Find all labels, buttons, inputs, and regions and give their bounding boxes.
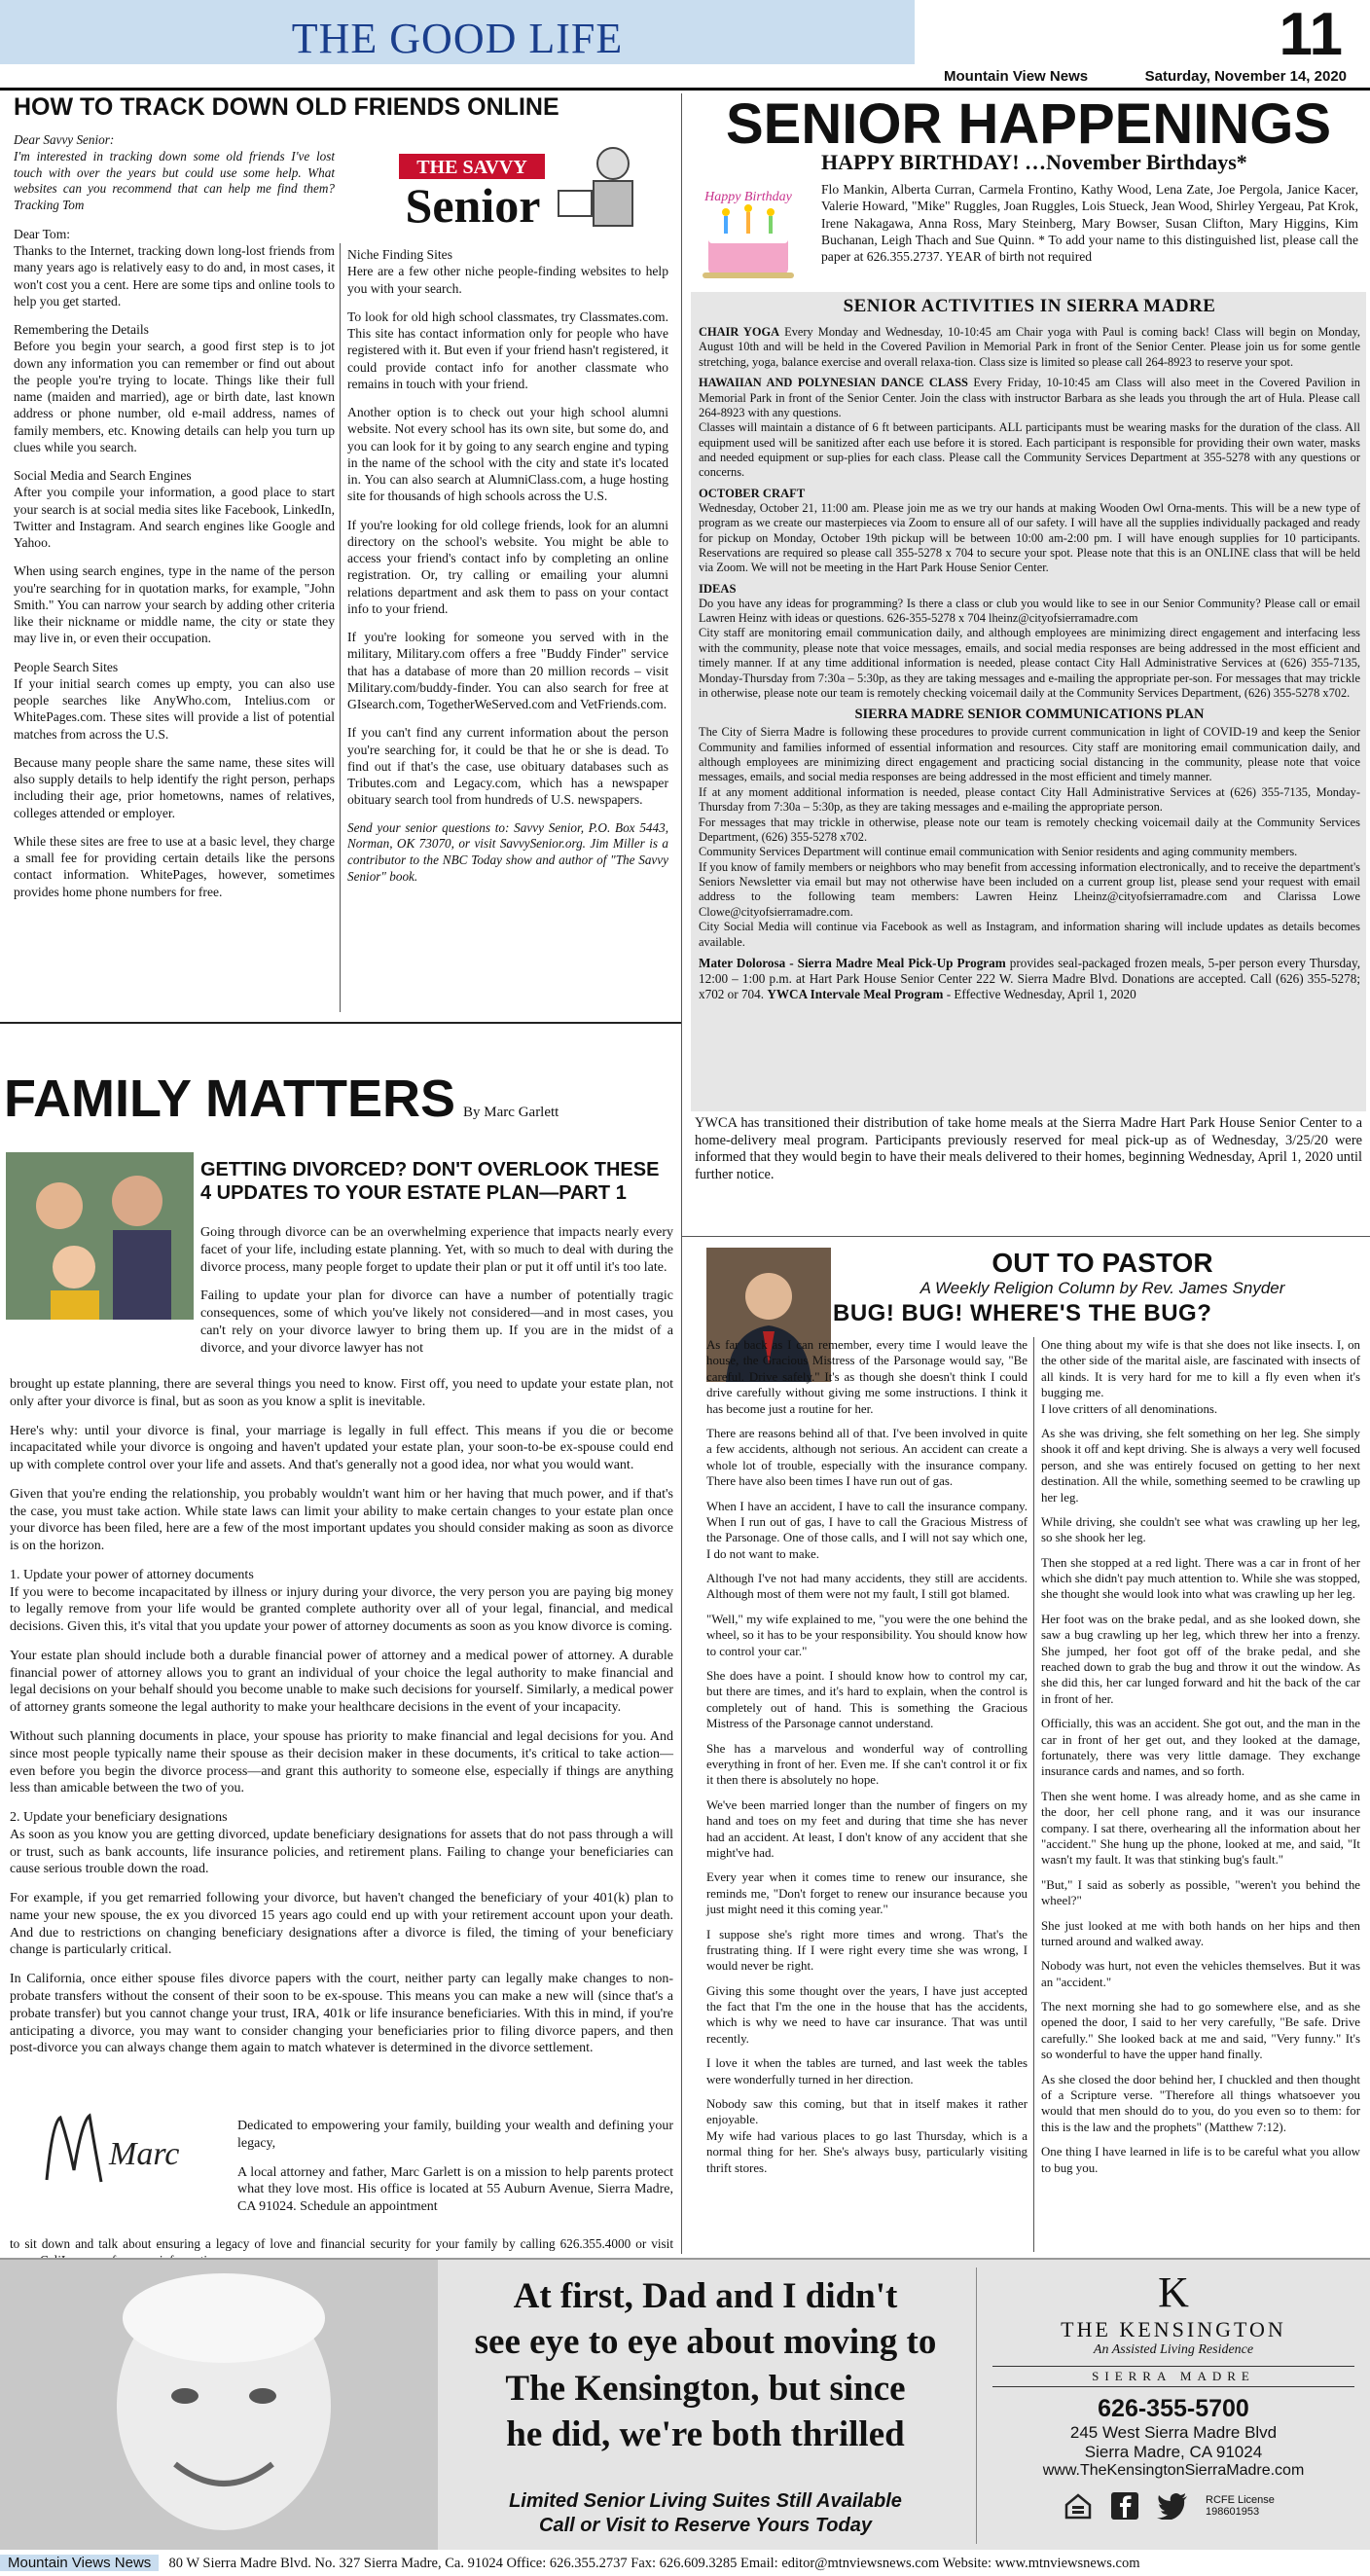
paragraph: 2. Update your beneficiary designations As soon as you know you are getting divorced, update beneficiary designations for assets that do not pass through a will or trust, such as bank accounts, life insurance policies, and retirement plans. Failing to change your beneficiaries can cause serious trouble down the road. [10,1810,673,1877]
ywca-label: YWCA Intervale Meal Program [767,987,944,1002]
paragraph: Another option is to check out your high school alumni website. Not every school has its own site, but some do, and you can look for it by going to any search engine and typing in the name of the school with the city and state it's located in. You can also search at AlumniClass.com, a huge hosting site for thousands of high schools across the U.S. [347,405,668,504]
pastor-col-1 [706,1337,1028,2185]
paragraph: I love it when the tables are turned, and last week the tables were wonderfully turned in her direction. [706,2056,1028,2086]
photo-face-3 [53,1246,95,1288]
meal-programs [699,956,1360,1002]
paragraph: To look for old high school classmates, try Classmates.com. This site has contact information only for people who have registered with it. But even if your friend hasn't registered, it could provide contact info for another classmate who remains in touch with your friend. [347,308,668,391]
paper-name: Mountain View News [944,68,1089,85]
paragraph: As she closed the door behind her, I chuckled and then thought of a Scripture verse. "Therefore all things whatsoever you would that men should do to you, do you even so to them: for this is the law and the prophets" (Matthew 7:12). [1041,2072,1360,2134]
candle-3 [769,216,773,234]
savvy-senior-logo [366,134,658,232]
pastor-title: OUT TO PASTOR [991,1248,1213,1278]
hawaiian-text: Every Friday, 10-10:45 am Class will also meet in the Covered Pavilion in Memorial Park in front of the Senior Center. Join the class with instructor Barbara as she leads you through the art of Hula. Please call 264-8923 with any questions. Classes will maintain a distance of 6 ft between participants. ALL participants must be wearing masks for the duration of the class. All equipment used will be sanitized after each use before it is stored. Each participant is responsible for providing their own water, masks and needed equipment or sup-plies for each class. Please call the Community Services Department at 355-5278 with any questions or concerns. [699,376,1360,480]
signature-art [39,2102,214,2190]
birthday-title: HAPPY BIRTHDAY! …November Birthdays* [821,150,1247,174]
family-photo [6,1152,194,1320]
pastor-subtitle: A Weekly Religion Column by Rev. James Snyder [919,1279,1285,1297]
family-intro-body [200,1224,673,1357]
ad-tagline [443,2489,968,2538]
family-matters-header [4,1069,675,1129]
ad-divider [976,2268,977,2544]
paragraph: Here's why: until your divorce is final, your marriage is legally in full effect. This means if you die or become incapacitated while your divorce is ongoing and haven't updated your estate plan, your soon-to-be ex-spouse could end up with complete control over your life and assets. And that's generally not a good idea, nor what you would want. [10,1423,673,1473]
signature-text: Marc [109,2136,180,2172]
savvy-headline: HOW TO TRACK DOWN OLD FRIENDS ONLINE [14,93,559,121]
logo-line2: Senior [405,178,541,232]
kensington-ad [0,2258,1370,2550]
savvy-bottom-rule [0,1022,681,1024]
pastor-col1-body [706,1337,1028,2176]
ad-tagline-line: Call or Visit to Reserve Yours Today [539,2515,872,2536]
footer-address: 80 W Sierra Madre Blvd. No. 327 Sierra Madre, Ca. 91024 Office: 626.355.2737 Fax: 626.609.3285 Email: editor@mtnviewsnews.com Website: www.mtnviewsnews.com [168,2556,1140,2571]
flame-1 [722,208,730,216]
paragraph: "Well," my wife explained to me, "you were the one behind the wheel, so it has to be your responsibility. You should know how to control your car." [706,1612,1028,1658]
chair-yoga [699,325,1360,370]
mascot-laptop-icon [559,191,592,216]
family-photo-art [6,1152,194,1320]
ad-headline-line: At first, Dad and I didn't [513,2276,898,2316]
paragraph: Going through divorce can be an overwhelming experience that impacts nearly every facet of your life, including estate planning. Yet, with so much to deal with during the divorce process, many people forget to update their plan or put it off until it's too late. [200,1225,673,1275]
savvy-closing: Send your senior questions to: Savvy Senior, P.O. Box 5443, Norman, OK 73070, or visit SavvySenior.org. Jim Miller is a contributor to the NBC Today show and author of "The Savvy Senior" book. [347,819,668,884]
ad-photo-eye-1 [171,2388,198,2404]
ad-tagline-lines [443,2489,968,2538]
paragraph: Given that you're ending the relationship, you probably wouldn't want him or her having that much power, and if that's the case, you must take action. While state laws can limit your ability to make certain changes to your estate plan once your divorce has been filed, here are a few of the most important updates you should consider making as soon as divorce is on the horizon. [10,1486,673,1554]
equal-housing-icon [1064,2491,1093,2521]
paragraph: Failing to update your plan for divorce can have a number of potentially tragic consequences, some of which you've likely not considered—and in most cases, you can't rely on your divorce lawyer to bring them up. If you are in the midst of a divorce, and your divorce lawyer has not [200,1288,673,1356]
family-body [10,1376,673,2069]
family-title: FAMILY MATTERS [4,1070,456,1128]
birthday-names: Flo Mankin, Alberta Curran, Carmela Frontino, Kathy Wood, Lena Zate, Joe Pergola, Janice Kacer, Valerie Howard, "Mike" Ruggles, Joan Ruggles, Lois Stueck, Jean Wood, Shirley Yergeau, Pat Krok, Irene Nakagawa, Anna Ross, Mary Steinberg, Mary Bowser, Susan Clifton, Mary Higgins, Kim Buchanan, Leigh Thach and Sue Quinn. * To add your name to this distinguished list, please call the paper at 626.355.2737. YEAR of birth not required [821,182,1358,264]
paragraph: Niche Finding Sites Here are a few other niche people-finding websites to help you with your search. [347,247,668,296]
paragraph: People Search Sites If your initial search comes up empty, you can also use people searches like AnyWho.com, Intelius.com or WhitePages.com. These sites will provide a list of potential matches from across the U.S. [14,659,335,742]
paragraph: Then she went home. I was already home, and as she came in the door, her cell phone rang, and it was our insurance company. I sat there, overhearing all the information about her "accident." She hung up the phone, looked at me, and said, "It wasn't my fault. It was that stinking bug's fault." [1041,1789,1360,1868]
paragraph: Dear Tom: Thanks to the Internet, tracking down long-lost friends from many years ago is relatively easy to do and, in most cases, it won't cost you a cent. Here are some tips and online tools to help you get started. [14,226,335,308]
paragraph: Nobody saw this coming, but that in itself makes it rather enjoyable. My wife had various places to go last Thursday, which is a normal thing for her. She's always busy, particularly visiting thrift stores. [706,2097,1028,2175]
page-footer [0,2551,1370,2576]
paragraph: She just looked at me with both hands on her hips and then turned around and walked away. [1041,1918,1360,1948]
ad-city-band: SIERRA MADRE [992,2366,1354,2387]
mater-label: Mater Dolorosa - Sierra Madre Meal Pick-Up Program [699,955,1006,970]
paragraph: One thing about my wife is that she does not like insects. I, on the other side of the marital aisle, are fascinated with insects of all kinds. It is very hard for me to kill a fly even when it's bugging me. I love critters of all denominations. [1041,1338,1360,1416]
logo-line1: THE SAVVY [416,157,527,178]
paragraph: In California, once either spouse files divorce papers with the court, neither party can legally make changes to non-probate transfers without the consent of their soon to be ex-spouse. This means you can make a new will (since that's a probate transfer) but you cannot change your trust, IRA, 401k or life insurance beneficiaries. With this in mind, if you're anticipating a divorce, you may want to consider changing your beneficiaries prior to filing divorce papers, and then post-divorce you can always change them again to match whatever is determined in the divorce settlement. [10,1972,673,2056]
savvy-logo-art [366,134,658,232]
chair-yoga-label: CHAIR YOGA [699,325,780,339]
paragraph: Your estate plan should include both a durable financial power of attorney and a medical power of attorney. A durable financial power of attorney allows you to grant an individual of your choice the legal authority to make financial and legal decisions on your behalf should you become unable to make such decisions for yourself. Similarly, a medical power of attorney grants someone the legal authority to make your healthcare decisions in the event of your incapacity. [10,1648,673,1716]
paragraph: As far back as I can remember, every time I would leave the house, the Gracious Mistress of the Parsonage would say, "Be careful. Drive safely." It's as though she doesn't think I could drive carefully without giving me some instructions. I think it has become just a routine for her. [706,1338,1028,1416]
ad-photo-hair [123,2273,325,2363]
header-rule [0,88,1370,91]
paragraph: She does have a point. I should know how to control my car, but there are times, and it's hard to explain, when the control is completely out of hand. This is something the Gracious Mistress of the Parsonage cannot understand. [706,1669,1028,1731]
paragraph: Every year when it comes time to renew our insurance, she reminds me, "Don't forget to renew our insurance because you just might need it this coming year." [706,1870,1028,1917]
issue-date: Saturday, November 14, 2020 [1144,68,1347,85]
ad-photo-eye-2 [249,2388,276,2404]
twitter-icon[interactable] [1157,2492,1188,2520]
hawaiian-dance [699,376,1360,481]
family-headline: GETTING DIVORCED? DON'T OVERLOOK THESE 4 UPDATES TO YOUR ESTATE PLAN—PART 1 [200,1159,660,1204]
ad-web[interactable]: www.TheKensingtonSierraMadre.com [1042,2462,1305,2479]
family-closing-body [237,2118,673,2216]
birthday-cake-icon [695,179,802,286]
ad-icons [983,2491,1364,2521]
paragraph: She has a marvelous and wonderful way of controlling everything in front of her. Even me. If she can't control it or fix it then there is absolutely no hope. [706,1741,1028,1788]
paragraph: 1. Update your power of attorney documents If you were to become incapacitated by illness or injury during your divorce, the very person you are paying big money to legally remove from your life would be granted complete authority over all of your legal, financial, and medical decisions. Given this, it's vital that you update your power of attorney documents as soon as you know divorce is coming. [10,1567,673,1635]
october-craft: Wednesday, October 21, 11:00 am. Please join me as we try our hands at making Wooden Owl Orna-ments. This will be a new type of program as we create our masterpieces via Zoom to ensure all of our safety. I will have all the supplies individually packaged and ready for pickup on Monday, October 19th pickup will be between 10:00 am-2:00 pm. I will have enough supplies for 10 participants. Reservations are required so please call 355-5278 x 704 to secure your spot. Please note that this is an ONLINE class that will be held via Zoom. We will not be meeting in the Hart Park House Senior Center. [699,500,1360,575]
savvy-col-1 [14,132,335,912]
paragraph: Social Media and Search Engines After you compile your information, a good place to start your search is at social media sites like Facebook, LinkedIn, Twitter and Instagram. And search engines like Google and Yahoo. [14,468,335,551]
chair-yoga-text: Every Monday and Wednesday, 10-10:45 am Chair yoga with Paul is coming back! Class will begin on Monday, August 10th and will be held in the Covered Pavilion in Memorial Park in front of the Senior Center. Please join us for some gentle stretching, yoga, balance exercise and overall relaxa-tion. Class size is limited so please call 264-8923 to reserve your spot. [699,325,1360,369]
ad-headline [443,2273,968,2457]
ad-headline-lines [443,2273,968,2457]
paragraph: Then she stopped at a red light. There was a car in front of her which she didn't pay much attention to. While she was stopped, she thought she would look into what was crawling up her leg. [1041,1555,1360,1602]
savvy-col1-body [14,226,335,900]
mascot-head-icon [597,148,629,179]
pastor-headline: BUG! BUG! WHERE'S THE BUG? [833,1300,1212,1326]
paragraph: Because many people share the same name, these sites will also supply details to help identify the right person, perhaps including their age, prior hometowns, names of relatives, colleges attended or employer. [14,754,335,820]
ad-headline-line: he did, we're both thrilled [506,2414,905,2455]
page-number: 11 [1279,1,1343,68]
hawaiian-label: HAWAIIAN AND POLYNESIAN DANCE CLASS [699,376,968,390]
comm-title: SIERRA MADRE SENIOR COMMUNICATIONS PLAN [854,707,1205,723]
paragraph: Giving this some thought over the years, I have just accepted the fact that I'm the one in the house that has the accidents, which is why we need to have car insurance. That was until recently. [706,1983,1028,2046]
mascot-body-icon [594,181,632,226]
family-closing-tail: to sit down and talk about ensuring a legacy of love and financial security for your family by calling 626.355.4000 or visit [10,2236,673,2251]
pastor-face [745,1273,792,1320]
ad-license: RCFE License 198601953 [1206,2494,1275,2518]
cake-plate [703,272,794,278]
birthday-block [821,150,1358,276]
main-column-rule [681,93,682,2254]
pastor-headline-block [833,1300,1364,1327]
family-intro [200,1224,673,1368]
pastor-col-2 [1041,1337,1360,2185]
paragraph: When I have an accident, I have to call the insurance company. When I run out of gas, I have to call the Gracious Mistress of the Parsonage. One of those calls, and I will not say which one, I do not want to make. [706,1499,1028,1561]
mater-text: provides seal-packaged frozen meals, 5-per person every Thursday, 12:00 – 1:00 p.m. at Hart Park House Senior Center 222 W. Sierra Madre Blvd. Donations are accepted. Call (626) 355-5278; x702 or 704. [699,955,1360,1002]
family-closing [237,2118,673,2228]
section-title: THE GOOD LIFE [291,15,624,62]
paragraph: We've been married longer than the number of fingers on my hand and toes on my feet and during that time she has never had an accident. At least, I don't know of any accident that she might've had. [706,1797,1028,1860]
photo-face-1 [36,1182,83,1229]
paragraph: Officially, this was an accident. She got out, and the man in the car in front of her get out, and they looked at the damage, fortunately, there was very little damage. They exchange insurance cards and names, and so forth. [1041,1717,1360,1779]
ad-address2: Sierra Madre, CA 91024 [1084,2443,1263,2461]
ad-brand-sub: An Assisted Living Residence [1093,2342,1254,2357]
paragraph: "But," I said as soberly as possible, "weren't you behind the wheel?" [1041,1877,1360,1908]
paragraph: If you're looking for old college friends, look for an alumni directory on the school's website. You might be able to access your friend's contact info by completing an online registration. Or, try calling or emailing your alumni relations department and ask them to pass on your contact info to your friend. [347,517,668,616]
candle-2 [746,212,750,234]
savvy-senior-article [14,91,675,126]
paragraph: While driving, she couldn't see what was crawling up her leg, so she shook her leg. [1041,1514,1360,1545]
ad-headline-line: The Kensington, but since [505,2368,906,2409]
page-header [0,0,1370,90]
savvy-col-2 [347,246,668,897]
paragraph: Although I've not had many accidents, they still are accidents. Although most of them were not my fault, I still got blamed. [706,1572,1028,1602]
paragraph: Without such planning documents in place, your spouse has priority to make financial and legal decisions for you. And since most people typically name their spouse as their decision maker in these documents, it's critical to take action—even before you begin the divorce process—and grant this authority to someone else, especially if things are anything less than amicable between the two of you. [10,1729,673,1796]
paragraph: One thing I have learned in life is to be careful what you allow to bug you. [1041,2145,1360,2175]
family-headline-block [200,1158,673,1205]
paragraph: As she was driving, she felt something on her leg. She simply shook it off and kept driving. She is always a very well focused person, and she was entirely focused on getting to her next destination. All the while, something seemed to be crawling up her leg. [1041,1426,1360,1505]
paragraph: If you can't find any current information about the person you're searching for, it could be that he or she is dead. To find out if that's the case, use obituary databases such as Tributes.com and Legacy.com, which has a newspaper obituary search tool from hundreds of U.S. newspapers. [347,725,668,808]
paragraph: Remembering the Details Before you begin your search, a good first step is to jot down any information you can remember or find out about the people you're trying to locate. Things like their full name (maiden and married), age or birth date, last known address or phone number, old e-mail address, names of family members, etc. Knowing details can help you turn up clues while you search. [14,322,335,454]
birthday-cake-image [695,179,802,286]
signature-m [47,2116,101,2182]
photo-clothing [51,1290,99,1320]
ywca-block [695,1115,1362,1195]
ywca-body: YWCA has transitioned their distribution of take home meals at the Sierra Madre Hart Park House Senior Center to a home-delivery meal program. Participants previously reserved for meal pick-up as of Wednesday, 3/25/20 were informed that they would begin to have their meals delivered to their homes, beginning Wednesday, April 1, 2020 until further notice. [695,1115,1362,1182]
ad-headline-line: see eye to eye about moving to [474,2322,937,2363]
paragraph: For example, if you get remarried following your divorce, but haven't changed the beneficiary of your 401(k) plan to name your new spouse, the ex you divorced 15 years ago could end up with your retirement account upon your death. And due to restrictions on changing beneficiary designations after a divorce is filed, the timing of your beneficiary change is particularly critical. [10,1891,673,1958]
savvy-col2-body [347,246,668,809]
candle-1 [724,216,728,234]
ideas-text: Do you have any ideas for programming? Is there a class or club you would like to see in our Senior Community? Please call or email Lawren Heinz with ideas or questions. 626-355-5278 x 704 lheinz@cityofsierramadre.com City staff are monitoring email communication daily, and although employees are minimizing direct engagement and interfacing less with the community, please note that voice messages, emails, and social media responses are being addressed in the most efficient and timely manner. If at any time additional information is needed, please contact City Hall Administrative Services at (626) 355-7135, Monday-Thursday from 7:30a – 5:30p, as they are taking messages and e-mailing the appropriate per-son. For messages that may trickle in otherwise, please note our team is remotely checking voicemail daily at the Community Services Department, (626) 355-5278 x702. [699,596,1360,700]
activities-title: SENIOR ACTIVITIES IN SIERRA MADRE [843,296,1216,316]
paragraph: If you're looking for someone you served with in the military, Military.com offers a free "Buddy Finder" service that has a database of more than 20 million records – visit Military.com/buddy-finder. You can also search for free at GIsearch.com, TogetherWeServed.com and VetFriends.com. [347,630,668,711]
marc-signature [39,2102,214,2190]
paragraph: brought up estate planning, there are several things you need to know. First off, you need to update your estate plan, not only after your divorce is final, but as soon as you know a split is inevitable. [10,1377,673,1409]
ad-address1: 245 West Sierra Madre Blvd [1069,2423,1278,2442]
paragraph: While these sites are free to use at a basic level, they charge a small fee for providing certain details like the persons contact information. WhitePages, however, sometimes provides home phone numbers for free. [14,833,335,899]
october-label: OCTOBER CRAFT [699,486,806,500]
facebook-icon[interactable] [1110,2491,1139,2521]
savvy-letter: Dear Savvy Senior: I'm interested in tracking down some old friends I've lost touch with over the years but could use some help. What websites can you recommend that can help me find them? Tracking Tom [14,132,335,213]
pastor-column-rule [1033,1337,1034,2252]
photo-clothing-2 [113,1230,171,1320]
paragraph: A local attorney and father, Marc Garlett is on a mission to help parents protect what they love most. His office is located at 55 Auburn Avenue, Sierra Madre, CA 91024. Schedule an appointment [237,2164,673,2215]
senior-happenings-header [693,91,1364,157]
family-body-text [10,1376,673,2057]
senior-activities [699,296,1360,1002]
photo-face-2 [112,1176,162,1226]
footer-line [0,2555,1370,2572]
pastor-col2-body [1041,1337,1360,2176]
ad-contact [983,2268,1364,2521]
pastor-top-rule [681,1236,1370,1237]
paragraph: When using search engines, type in the name of the person you're searching for in quotation marks, for example, "John Smith." You can narrow your search by adding other criteria like their nickname or middle name, the city or state they may live in, or even their occupation. [14,563,335,646]
flame-2 [744,204,752,212]
paragraph: There are reasons behind all of that. I've been involved in quite a few accidents, although not serious. An accident can create a whole lot of trouble, especially with the insurance company. There have also been times I have run out of gas. [706,1426,1028,1489]
ideas-label: IDEAS [699,581,737,596]
ad-tagline-line: Limited Senior Living Suites Still Available [509,2490,902,2512]
ad-phone: 626-355-5700 [1098,2395,1249,2422]
footer-paper: Mountain Views News [0,2555,159,2571]
comm-text: The City of Sierra Madre is following these procedures to provide current communication in light of COVID-19 and keep the Senior Community and families informed of essential information and resources. City staff are monitoring email communication daily, and although employees are minimizing direct engagement and practicing social distancing in the community, please note that voice messages, emails, and social media responses are being addressed in the most efficient and timely manner. If at any moment additional information is needed, please contact City Hall Administrative Services at (626) 355-7135, Monday-Thursday from 7:30a – 5:30p, as they are taking messages and e-mailing the appropriate person. For messages that may trickle in otherwise, please note our team is remotely checking voicemail daily at the Community Services Department, (626) 355-5278 x702. Community Services Department will continue email communication with Senior residents and aging community members. If you know of family members or neighbors who may benefit from accessing information electronically, and to receive the department's Seniors Newsletter via email but may not otherwise have been included on a current group list, please send your request with email address to the following team members: Lawren Heinz Lheinz@cityofsierramadre.com and Clarissa Lowe Clowe@cityofsierramadre.com. City Social Media will continue via Facebook as well as Instagram, and information sharing will include updates as details becomes available. [699,725,1360,949]
paragraph: I suppose she's right more times and wrong. That's the frustrating thing. If I were right every time she was wrong, I would never be right. [706,1927,1028,1974]
ad-brand: THE KENSINGTON [1061,2317,1286,2341]
savvy-column-rule [340,243,341,1012]
pastor-header [843,1248,1362,1298]
paragraph: Nobody was hurt, not even the vehicles themselves. But it was an "accident." [1041,1959,1360,1989]
ad-photo-art [0,2260,438,2550]
flame-3 [767,208,775,216]
paragraph: Her foot was on the brake pedal, and as she looked down, she saw a bug crawling up her leg, which threw her into a frenzy. She jumped, her foot got off of the brake pedal, and she reached down to grab the bug and throw it out the window. As she did this, her car lunged forward and hit the back of the car in front of her. [1041,1612,1360,1706]
cake-frosting [708,234,788,243]
cake-text: Happy Birthday [704,190,792,204]
ad-photo [0,2260,438,2550]
ywca-tail: - Effective Wednesday, April 1, 2020 [943,987,1136,1002]
paragraph: Dedicated to empowering your family, building your wealth and defining your legacy, [237,2119,673,2151]
paragraph: The next morning she had to go somewhere else, and as she opened the door, I said to her very carefully, "Be safe. Drive carefully." She looked back at me and said, "Very funny." It's so wonderful to have the upper hand finally. [1041,2000,1360,2062]
family-byline: By Marc Garlett [463,1105,559,1120]
senior-title: SENIOR HAPPENINGS [726,92,1331,156]
ad-logo-letter: K [1158,2268,1189,2316]
